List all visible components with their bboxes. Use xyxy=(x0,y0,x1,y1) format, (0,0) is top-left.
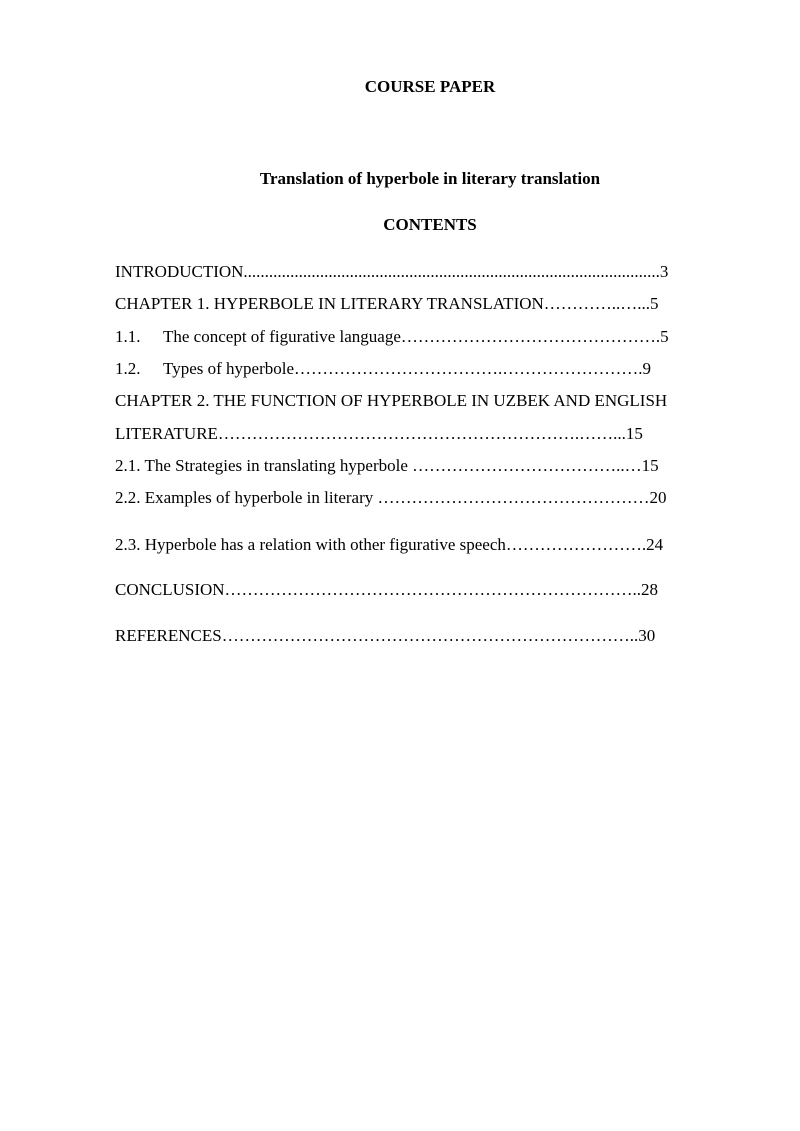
toc-entry-text: 2.3. Hyperbole has a relation with other figurative speech…………………….24 xyxy=(115,535,664,554)
toc-entry-2-1 xyxy=(115,456,659,476)
document-type-heading: COURSE PAPER xyxy=(364,77,496,96)
document-title: Translation of hyperbole in literary translation xyxy=(259,169,601,188)
toc-entry-chapter-2-continued xyxy=(115,424,643,444)
toc-entry-text: LITERATURE……………………………………………………….……...15 xyxy=(115,424,643,443)
toc-entry-text: CHAPTER 2. THE FUNCTION OF HYPERBOLE IN UZBEK AND ENGLISH xyxy=(115,391,668,410)
toc-entry-text: The concept of figurative language……………………………………….5 xyxy=(163,327,669,346)
toc-entry-number: 1.1. xyxy=(115,327,141,346)
toc-entry-references xyxy=(115,626,655,646)
toc-entry-2-2 xyxy=(115,488,666,508)
toc-entry-chapter-2 xyxy=(115,391,667,411)
toc-entry-text: INTRODUCTION..................................................................................................3 xyxy=(115,262,669,281)
toc-entry-text: 2.1. The Strategies in translating hyperbole ………………………………..…15 xyxy=(115,456,659,475)
toc-entry-2-3 xyxy=(115,535,663,555)
toc-entry-text: Types of hyperbole……………………………….…………………….9 xyxy=(163,359,651,378)
toc-entry-text: CHAPTER 1. HYPERBOLE IN LITERARY TRANSLATION…………..…...5 xyxy=(115,294,659,313)
toc-entry-1-2 xyxy=(115,359,651,379)
toc-entry-text: REFERENCES………………………………………………………………..30 xyxy=(115,626,656,645)
toc-entry-1-1 xyxy=(115,327,669,347)
toc-entry-number: 1.2. xyxy=(115,359,141,378)
contents-heading: CONTENTS xyxy=(383,215,477,234)
toc-entry-conclusion xyxy=(115,580,658,600)
toc-entry-introduction xyxy=(115,262,668,282)
toc-entry-text: 2.2. Examples of hyperbole in literary …………………………………………20 xyxy=(115,488,667,507)
toc-entry-text: CONCLUSION………………………………………………………………..28 xyxy=(115,580,659,599)
toc-entry-chapter-1 xyxy=(115,294,659,314)
